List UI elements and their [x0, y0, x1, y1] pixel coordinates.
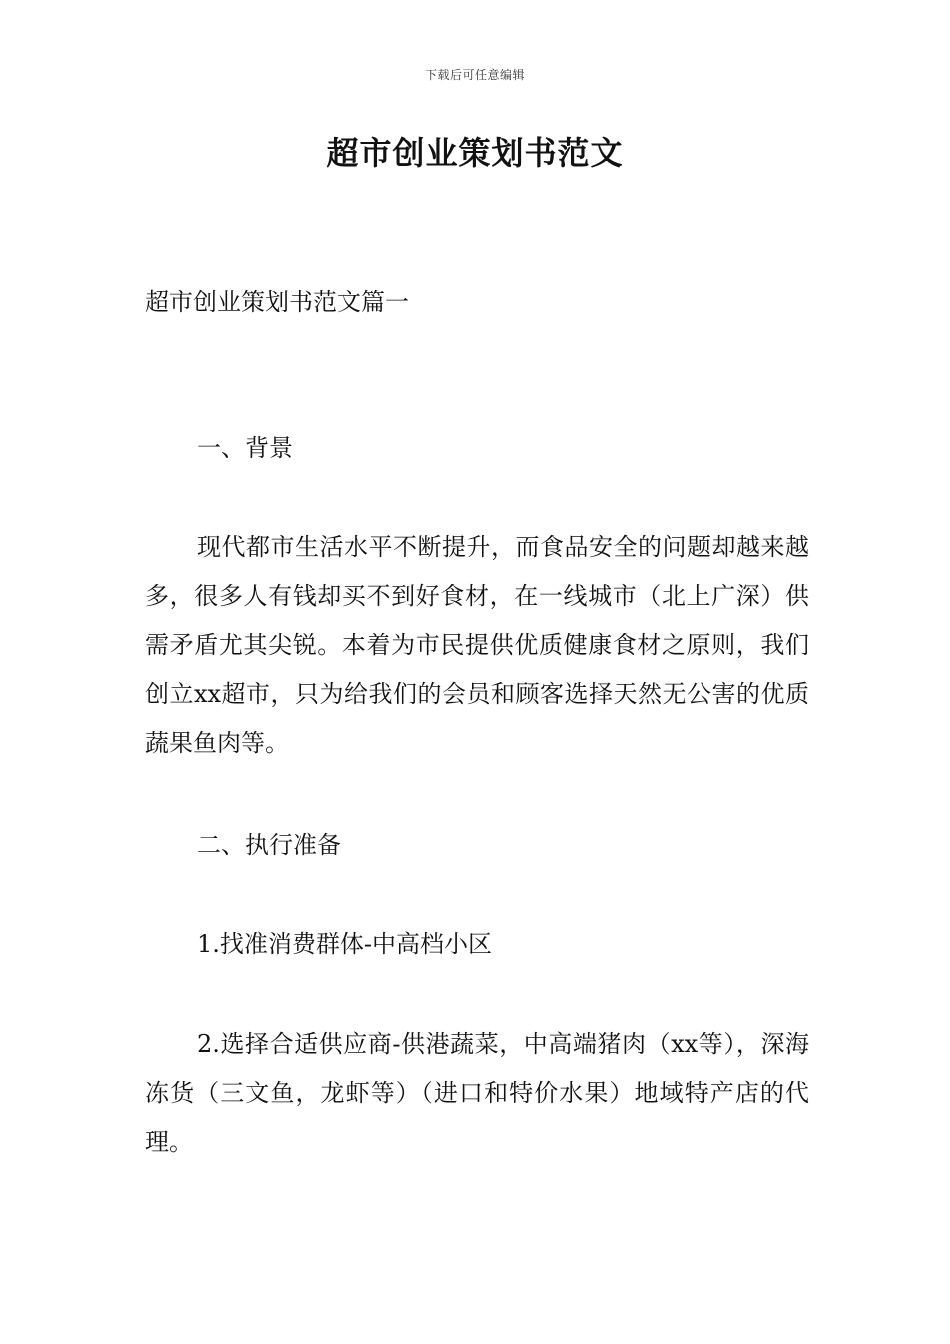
- paragraph-background: 现代都市生活水平不断提升，而食品安全的问题却越来越多，很多人有钱却买不到好食材，在一线城市（北上广深）供需矛盾尤其尖锐。本着为市民提供优质健康食材之原则，我们创立xx超市，只为给我们的会员和顾客选择天然无公害的优质蔬果鱼肉等。: [145, 533, 809, 757]
- document-title: 超市创业策划书范文: [326, 134, 624, 172]
- section-heading-preparation: 二、执行准备: [197, 831, 341, 859]
- document-subtitle: 超市创业策划书范文篇一: [145, 288, 409, 316]
- list-item: 2.选择合适供应商-供港蔬菜，中高端猪肉（xx等），深海冻货（三文鱼，龙虾等）（进口和特价水果）地域特产店的代理。: [145, 1030, 809, 1156]
- header-note: 下载后可任意编辑: [424, 68, 525, 82]
- list-item: 1.找准消费群体-中高档小区: [197, 930, 493, 958]
- section-heading-background: 一、背景: [197, 434, 293, 462]
